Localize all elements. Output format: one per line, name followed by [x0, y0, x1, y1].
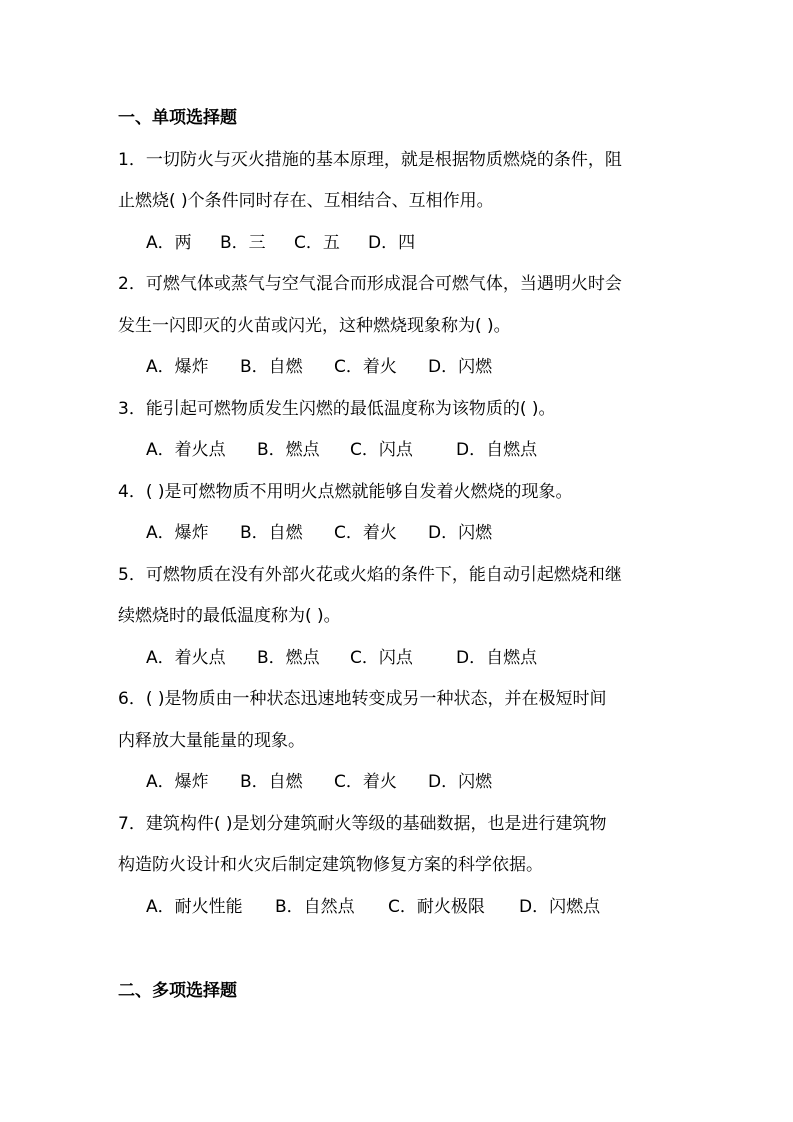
option-d: D．自燃点 — [456, 440, 538, 460]
option-c: C．闪点 — [350, 440, 413, 460]
question-6-line-2: 内释放大量能量的现象。 — [118, 731, 305, 751]
option-b: B．自燃 — [240, 523, 303, 543]
question-7-options — [146, 896, 600, 918]
option-d: D．闪燃 — [428, 523, 493, 543]
question-7-line-1: 7．建筑构件( )是划分建筑耐火等级的基础数据，也是进行建筑物 — [118, 814, 607, 834]
option-b: B．燃点 — [257, 648, 320, 668]
option-d: D．闪燃点 — [519, 897, 601, 917]
question-5-line-1: 5．可燃物质在没有外部火花或火焰的条件下，能自动引起燃烧和继 — [118, 565, 622, 585]
option-b: B．自燃 — [240, 357, 303, 377]
option-c: C．闪点 — [350, 648, 413, 668]
option-a: A．两 — [146, 233, 192, 253]
question-4-line-1: 4．( )是可燃物质不用明火点燃就能够自发着火燃烧的现象。 — [118, 482, 573, 502]
question-6-options — [146, 771, 492, 793]
option-c: C．着火 — [334, 523, 397, 543]
question-1-line-1: 1．一切防火与灭火措施的基本原理，就是根据物质燃烧的条件，阻 — [118, 150, 622, 170]
question-3-options — [146, 439, 537, 461]
option-d: D．四 — [368, 233, 416, 253]
section-heading-single-choice: 一、单项选择题 — [118, 108, 237, 128]
question-2-line-2: 发生一闪即灭的火苗或闪光，这种燃烧现象称为( )。 — [118, 316, 511, 336]
option-c: C．耐火极限 — [388, 897, 485, 917]
option-d: D．闪燃 — [428, 772, 493, 792]
option-d: D．自燃点 — [456, 648, 538, 668]
option-b: B．燃点 — [257, 440, 320, 460]
question-1-line-2: 止燃烧( )个条件同时存在、互相结合、互相作用。 — [118, 191, 494, 211]
question-5-line-2: 续燃烧时的最低温度称为( )。 — [118, 606, 341, 626]
question-2-options — [146, 356, 492, 378]
option-b: B．三 — [220, 233, 266, 253]
question-6-line-1: 6．( )是物质由一种状态迅速地转变成另一种状态，并在极短时间 — [118, 689, 607, 709]
question-7-line-2: 构造防火设计和火灾后制定建筑物修复方案的科学依据。 — [118, 855, 543, 875]
question-1-options — [146, 232, 415, 254]
question-2-line-1: 2．可燃气体或蒸气与空气混合而形成混合可燃气体，当遇明火时会 — [118, 274, 622, 294]
option-c: C．着火 — [334, 772, 397, 792]
option-a: A．爆炸 — [146, 523, 209, 543]
option-c: C．着火 — [334, 357, 397, 377]
option-c: C．五 — [294, 233, 340, 253]
option-b: B．自然点 — [275, 897, 355, 917]
question-3-line-1: 3．能引起可燃物质发生闪燃的最低温度称为该物质的( )。 — [118, 399, 556, 419]
option-a: A．耐火性能 — [146, 897, 243, 917]
option-b: B．自燃 — [240, 772, 303, 792]
question-5-options — [146, 647, 537, 669]
option-d: D．闪燃 — [428, 357, 493, 377]
question-4-options — [146, 522, 492, 544]
option-a: A．爆炸 — [146, 772, 209, 792]
section-heading-multiple-choice: 二、多项选择题 — [118, 981, 237, 1001]
option-a: A．爆炸 — [146, 357, 209, 377]
option-a: A．着火点 — [146, 648, 226, 668]
option-a: A．着火点 — [146, 440, 226, 460]
